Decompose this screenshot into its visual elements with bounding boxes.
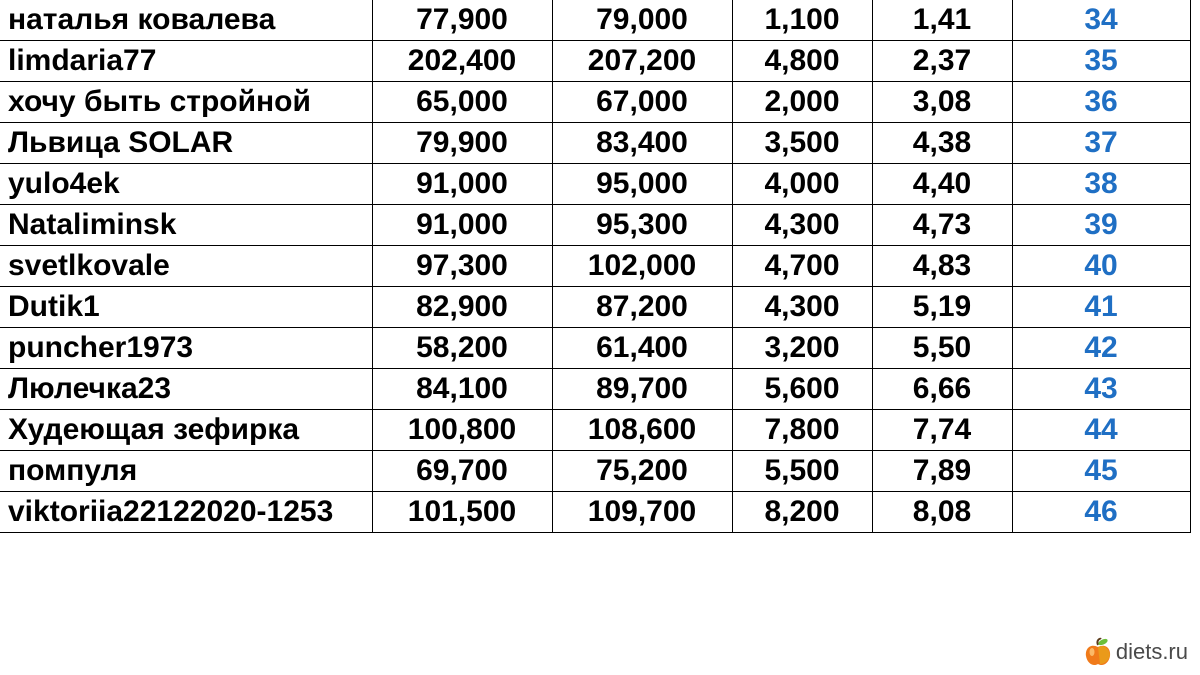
start-weight: 84,100: [372, 369, 552, 410]
rank-number: 43: [1012, 369, 1190, 410]
rank-number: 37: [1012, 123, 1190, 164]
participant-name: хочу быть стройной: [0, 82, 372, 123]
percent-lost: 5,19: [872, 287, 1012, 328]
start-weight: 202,400: [372, 41, 552, 82]
rank-number: 39: [1012, 205, 1190, 246]
percent-lost: 2,37: [872, 41, 1012, 82]
percent-lost: 4,73: [872, 205, 1012, 246]
current-weight: 102,000: [552, 246, 732, 287]
table-row: [0, 123, 1190, 164]
start-weight: 65,000: [372, 82, 552, 123]
participant-name: Львица SOLAR: [0, 123, 372, 164]
current-weight: 87,200: [552, 287, 732, 328]
start-weight: 97,300: [372, 246, 552, 287]
start-weight: 91,000: [372, 164, 552, 205]
weight-lost: 4,000: [732, 164, 872, 205]
start-weight: 69,700: [372, 451, 552, 492]
weight-lost: 7,800: [732, 410, 872, 451]
start-weight: 100,800: [372, 410, 552, 451]
start-weight: 58,200: [372, 328, 552, 369]
apple-icon: [1084, 637, 1112, 667]
participant-name: Худеющая зефирка: [0, 410, 372, 451]
percent-lost: 3,08: [872, 82, 1012, 123]
start-weight: 101,500: [372, 492, 552, 533]
percent-lost: 7,74: [872, 410, 1012, 451]
table-row: [0, 82, 1190, 123]
participant-name: Nataliminsk: [0, 205, 372, 246]
table-row: [0, 492, 1190, 533]
current-weight: 207,200: [552, 41, 732, 82]
rank-number: 41: [1012, 287, 1190, 328]
table-row: [0, 287, 1190, 328]
current-weight: 108,600: [552, 410, 732, 451]
participant-name: svetlkovale: [0, 246, 372, 287]
participant-name: помпуля: [0, 451, 372, 492]
table-row: [0, 164, 1190, 205]
current-weight: 83,400: [552, 123, 732, 164]
table-row: [0, 369, 1190, 410]
table-row: [0, 328, 1190, 369]
participant-name: limdaria77: [0, 41, 372, 82]
participant-name: puncher1973: [0, 328, 372, 369]
start-weight: 79,900: [372, 123, 552, 164]
participant-name: Dutik1: [0, 287, 372, 328]
percent-lost: 5,50: [872, 328, 1012, 369]
rank-number: 36: [1012, 82, 1190, 123]
weight-lost: 4,800: [732, 41, 872, 82]
table-row: [0, 0, 1190, 41]
percent-lost: 8,08: [872, 492, 1012, 533]
percent-lost: 4,38: [872, 123, 1012, 164]
current-weight: 95,000: [552, 164, 732, 205]
weight-lost: 5,500: [732, 451, 872, 492]
table-row: [0, 246, 1190, 287]
weight-lost: 1,100: [732, 0, 872, 41]
weight-lost: 3,500: [732, 123, 872, 164]
current-weight: 109,700: [552, 492, 732, 533]
start-weight: 77,900: [372, 0, 552, 41]
participant-name: viktoriia22122020-1253: [0, 492, 372, 533]
weight-lost: 4,300: [732, 287, 872, 328]
rank-number: 34: [1012, 0, 1190, 41]
percent-lost: 7,89: [872, 451, 1012, 492]
percent-lost: 4,83: [872, 246, 1012, 287]
table-row: [0, 41, 1190, 82]
start-weight: 82,900: [372, 287, 552, 328]
current-weight: 75,200: [552, 451, 732, 492]
rank-number: 46: [1012, 492, 1190, 533]
current-weight: 79,000: [552, 0, 732, 41]
weight-lost: 4,300: [732, 205, 872, 246]
start-weight: 91,000: [372, 205, 552, 246]
percent-lost: 4,40: [872, 164, 1012, 205]
percent-lost: 6,66: [872, 369, 1012, 410]
current-weight: 95,300: [552, 205, 732, 246]
rank-number: 42: [1012, 328, 1190, 369]
watermark-text: diets.ru: [1115, 639, 1188, 664]
current-weight: 61,400: [552, 328, 732, 369]
rank-number: 44: [1012, 410, 1190, 451]
current-weight: 89,700: [552, 369, 732, 410]
watermark: [1084, 637, 1188, 667]
weight-lost: 2,000: [732, 82, 872, 123]
table-row: [0, 410, 1190, 451]
table-row: [0, 451, 1190, 492]
participant-name: Люлечка23: [0, 369, 372, 410]
weight-lost: 8,200: [732, 492, 872, 533]
table-row: [0, 205, 1190, 246]
weight-lost: 3,200: [732, 328, 872, 369]
rank-number: 45: [1012, 451, 1190, 492]
participant-name: наталья ковалева: [0, 0, 372, 41]
rank-number: 35: [1012, 41, 1190, 82]
weight-lost: 4,700: [732, 246, 872, 287]
rank-number: 40: [1012, 246, 1190, 287]
current-weight: 67,000: [552, 82, 732, 123]
rank-number: 38: [1012, 164, 1190, 205]
percent-lost: 1,41: [872, 0, 1012, 41]
participant-name: yulo4ek: [0, 164, 372, 205]
weight-lost: 5,600: [732, 369, 872, 410]
